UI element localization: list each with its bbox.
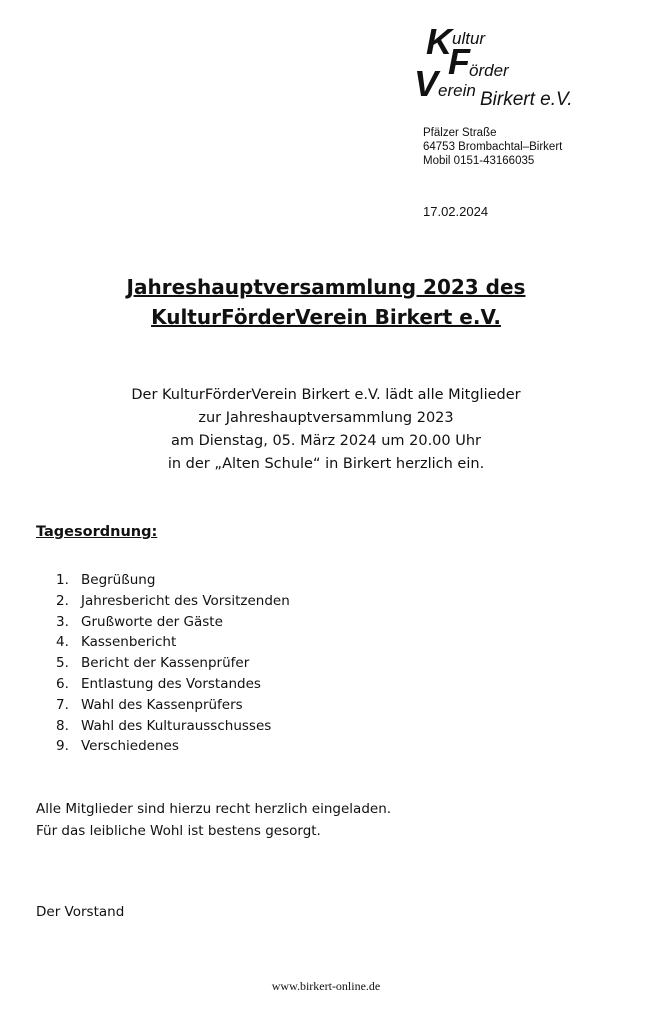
address-street: Pfälzer Straße bbox=[423, 127, 497, 139]
logo-text-erein: erein bbox=[438, 81, 476, 100]
agenda-number: 7. bbox=[56, 696, 69, 713]
logo-text-ultur: ultur bbox=[452, 29, 486, 48]
intro-line-4: in der „Alten Schule“ in Birkert herzlich ein. bbox=[167, 456, 485, 472]
agenda-item bbox=[56, 736, 290, 757]
agenda-number: 5. bbox=[56, 655, 69, 672]
club-logo bbox=[414, 20, 614, 115]
agenda-item bbox=[56, 695, 290, 716]
logo-letter-f: F bbox=[448, 41, 470, 82]
logo-letter-k: K bbox=[426, 21, 452, 62]
document-title bbox=[0, 272, 652, 332]
agenda-item bbox=[56, 653, 290, 674]
agenda-text: Jahresbericht des Vorsitzenden bbox=[81, 592, 290, 609]
agenda-item bbox=[56, 632, 290, 653]
signature: Der Vorstand bbox=[36, 904, 125, 920]
agenda-text: Entlastung des Vorstandes bbox=[81, 675, 261, 692]
closing-line-2: Für das leibliche Wohl ist bestens gesorgt. bbox=[36, 823, 321, 839]
agenda-number: 2. bbox=[56, 592, 69, 609]
agenda-item bbox=[56, 612, 290, 633]
title-line-2: KulturFörderVerein Birkert e.V. bbox=[151, 305, 501, 329]
agenda-text: Wahl des Kulturausschusses bbox=[81, 717, 272, 734]
closing-text bbox=[36, 798, 391, 842]
agenda-list bbox=[56, 570, 290, 757]
sender-address bbox=[423, 126, 562, 168]
agenda-number: 9. bbox=[56, 738, 69, 755]
intro-line-2: zur Jahreshauptversammlung 2023 bbox=[198, 410, 454, 426]
intro-line-3: am Dienstag, 05. März 2024 um 20.00 Uhr bbox=[170, 433, 482, 449]
agenda-item bbox=[56, 591, 290, 612]
agenda-text: Verschiedenes bbox=[81, 738, 179, 755]
agenda-item bbox=[56, 716, 290, 737]
agenda-number: 6. bbox=[56, 675, 69, 692]
agenda-text: Kassenbericht bbox=[81, 634, 177, 651]
agenda-text: Wahl des Kassenprüfers bbox=[81, 696, 243, 713]
agenda-number: 1. bbox=[56, 572, 69, 588]
logo-letter-v: V bbox=[414, 63, 439, 104]
agenda-text: Grußworte der Gäste bbox=[81, 613, 223, 630]
agenda-item bbox=[56, 674, 290, 695]
address-city: 64753 Brombachtal–Birkert bbox=[423, 141, 563, 153]
agenda-text: Begrüßung bbox=[81, 572, 156, 588]
agenda-heading: Tagesordnung: bbox=[36, 524, 158, 540]
intro-line-1: Der KulturFörderVerein Birkert e.V. lädt alle Mitglieder bbox=[131, 387, 521, 403]
agenda-number: 4. bbox=[56, 634, 69, 651]
footer-website: www.birkert-online.de bbox=[271, 979, 381, 993]
agenda-number: 8. bbox=[56, 717, 69, 734]
agenda-text: Bericht der Kassenprüfer bbox=[81, 655, 250, 672]
title-line-1: Jahreshauptversammlung 2023 des bbox=[126, 275, 526, 299]
logo-text-oerder: örder bbox=[469, 61, 509, 80]
letter-date: 17.02.2024 bbox=[423, 204, 489, 219]
closing-line-1: Alle Mitglieder sind hierzu recht herzlich eingeladen. bbox=[36, 801, 392, 817]
invitation-text bbox=[0, 384, 652, 476]
agenda-item bbox=[56, 570, 290, 591]
logo-text-birkert: Birkert e.V. bbox=[480, 89, 573, 110]
agenda-number: 3. bbox=[56, 613, 69, 630]
address-phone: Mobil 0151-43166035 bbox=[423, 155, 535, 167]
